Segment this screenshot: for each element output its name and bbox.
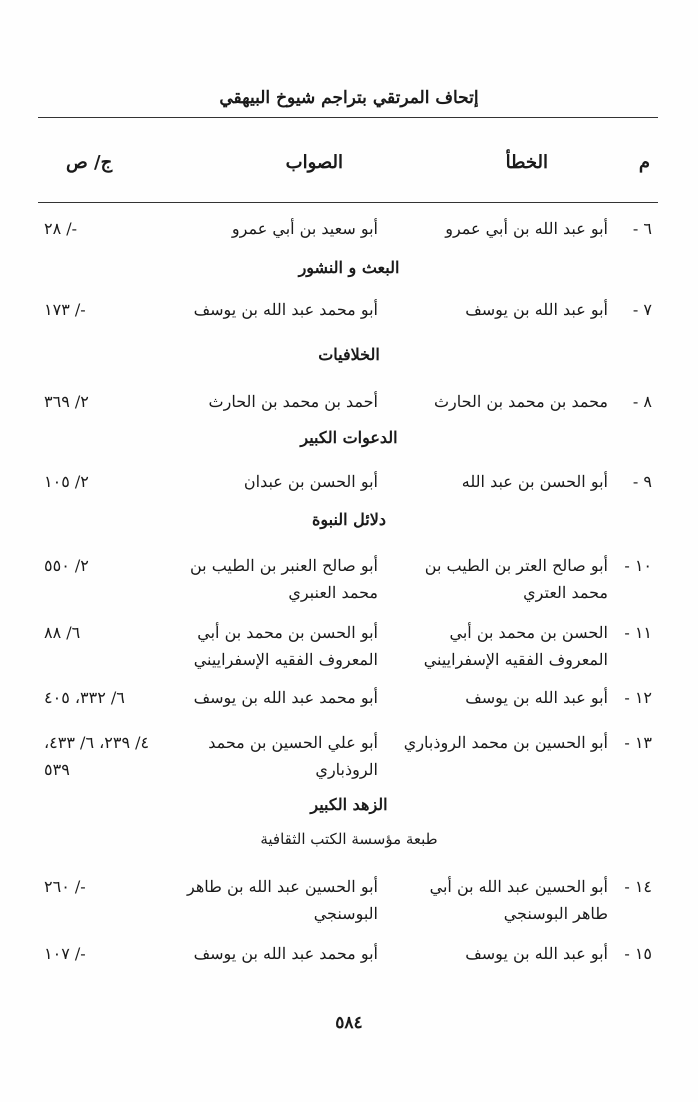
column-header-page: ج/ ص [66, 152, 113, 173]
column-header-number: م [638, 152, 650, 173]
table-row [0, 619, 698, 679]
section-heading: الخلافيات [318, 345, 380, 364]
row-number: ١٤ - [624, 877, 652, 896]
row-correct: أبو محمد عبد الله بن يوسف [193, 944, 378, 963]
row-number: ٧ - [632, 300, 652, 319]
row-page: ٦/ ٨٨ [44, 623, 81, 642]
row-wrong: أبو الحسين بن محمد الروذباري [403, 733, 608, 752]
row-wrong: أبو عبد الله بن يوسف [465, 688, 608, 707]
table-row [0, 729, 698, 789]
row-number: ١٣ - [624, 733, 652, 752]
row-number: ٦ - [632, 219, 652, 238]
column-header-correct: الصواب [285, 152, 343, 173]
section-heading: الدعوات الكبير [300, 428, 398, 447]
column-header-wrong: الخطأ [505, 152, 548, 173]
row-wrong: الحسن بن محمد بن أبي المعروف الفقيه الإسفراييني [423, 623, 608, 669]
row-wrong: أبو عبد الله بن أبي عمرو [445, 219, 608, 238]
row-number: ٩ - [632, 472, 652, 491]
columns-rule [38, 202, 658, 203]
row-correct: أبو علي الحسين بن محمد الروذباري [208, 733, 378, 779]
row-correct: أبو الحسين عبد الله بن طاهر البوسنجي [187, 877, 378, 923]
row-correct: أبو الحسن بن عبدان [243, 472, 378, 491]
section-subheading: طبعة مؤسسة الكتب الثقافية [260, 830, 438, 848]
row-number: ١٢ - [624, 688, 652, 707]
row-correct: أبو محمد عبد الله بن يوسف [193, 688, 378, 707]
table-row [0, 552, 698, 612]
row-number: ١٠ - [624, 556, 652, 575]
row-correct: أبو الحسن بن محمد بن أبي المعروف الفقيه الإسفراييني [193, 623, 378, 669]
row-wrong: أبو عبد الله بن يوسف [465, 300, 608, 319]
row-page: ٢/ ١٠٥ [44, 472, 89, 491]
row-page: -/ ٢٦٠ [44, 877, 86, 896]
running-title: إتحاف المرتقي بتراجم شيوخ البيهقي [219, 88, 479, 108]
section-heading: البعث و النشور [298, 258, 400, 277]
row-page: -/ ٢٨ [44, 219, 78, 238]
row-correct: أبو محمد عبد الله بن يوسف [193, 300, 378, 319]
row-wrong: أبو عبد الله بن يوسف [465, 944, 608, 963]
row-wrong: محمد بن محمد بن الحارث [433, 392, 608, 411]
row-page: ٢/ ٥٥٠ [44, 556, 89, 575]
row-wrong: أبو صالح العتر بن الطيب بن محمد العتري [424, 556, 608, 602]
row-wrong: أبو الحسن بن عبد الله [461, 472, 608, 491]
row-page: ٦/ ٣٣٢، ٤٠٥ [44, 688, 125, 707]
row-correct: أبو صالح العنبر بن الطيب بن محمد العنبري [189, 556, 378, 602]
page-number: ٥٨٤ [335, 1013, 363, 1033]
row-page: ٢/ ٣٦٩ [44, 392, 89, 411]
table-row [0, 873, 698, 933]
row-page: -/ ١٠٧ [44, 944, 86, 963]
row-correct: أبو سعيد بن أبي عمرو [231, 219, 378, 238]
row-wrong: أبو الحسين عبد الله بن أبي طاهر البوسنجي [429, 877, 608, 923]
table-row [0, 940, 698, 1000]
row-page: ٤/ ٢٣٩، ٦/ ٤٣٣، ٥٣٩ [44, 733, 150, 779]
row-number: ١٥ - [624, 944, 652, 963]
row-correct: أحمد بن محمد بن الحارث [208, 392, 378, 411]
row-page: -/ ١٧٣ [44, 300, 86, 319]
section-heading: الزهد الكبير [310, 795, 388, 814]
header-rule [38, 117, 658, 118]
row-number: ١١ - [624, 623, 652, 642]
section-heading: دلائل النبوة [311, 510, 386, 529]
row-number: ٨ - [632, 392, 652, 411]
